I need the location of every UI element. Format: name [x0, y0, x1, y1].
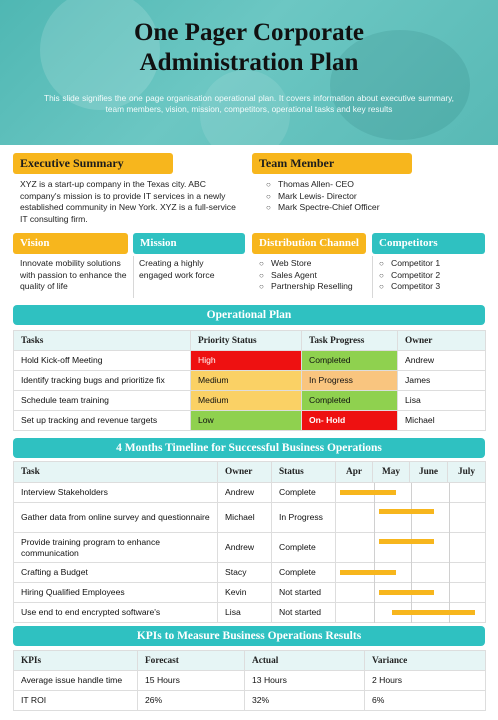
- priority-cell: Medium: [191, 391, 302, 411]
- column-header: Task Progress: [302, 331, 398, 351]
- status-cell: In Progress: [272, 503, 336, 533]
- month-gridline: [449, 533, 450, 563]
- list-item: ○ Thomas Allen- CEO: [266, 179, 476, 191]
- gantt-cell: [336, 503, 486, 533]
- gantt-cell: [336, 533, 486, 563]
- column-header: Owner: [218, 462, 272, 483]
- table-row: [14, 563, 486, 583]
- column-header: Forecast: [138, 651, 245, 671]
- title-line-1: One Pager Corporate: [133, 19, 365, 46]
- operational-plan-title: Operational Plan: [13, 305, 485, 325]
- owner-cell: Kevin: [218, 583, 272, 603]
- gantt-bar: [379, 509, 433, 514]
- table-header-row: [14, 651, 486, 671]
- column-header: Status: [272, 462, 336, 483]
- column-header: Actual: [245, 651, 365, 671]
- actual-cell: 13 Hours: [245, 671, 365, 691]
- owner-cell: Michael: [398, 411, 486, 431]
- executive-summary-label: Executive Summary: [13, 153, 173, 174]
- table-row: [14, 483, 486, 503]
- month-gridline: [411, 533, 412, 563]
- owner-cell: Andrew: [398, 351, 486, 371]
- executive-summary-text: XYZ is a start-up company in the Texas city. ABC company's mission is to provide IT services in a newly established community in New York. XYZ is a full-service IT consulting firm.: [20, 179, 236, 224]
- gantt-cell: [336, 583, 486, 603]
- column-header: Task: [14, 462, 218, 483]
- column-header: Owner: [398, 331, 486, 351]
- task-cell: Use end to end encrypted software's: [14, 603, 218, 623]
- page-description: This slide signifies the one page organisation operational plan. It covers information about executive summary, team members, vision, mission, competitors, operational tasks and key results: [44, 93, 454, 114]
- owner-cell: Andrew: [218, 533, 272, 563]
- actual-cell: 32%: [245, 691, 365, 711]
- list-item: ○ Mark Spectre-Chief Officer: [266, 202, 476, 214]
- owner-cell: Lisa: [218, 603, 272, 623]
- kpi-cell: Average issue handle time: [14, 671, 138, 691]
- column-header: Tasks: [14, 331, 191, 351]
- owner-cell: Lisa: [398, 391, 486, 411]
- task-cell: Provide training program to enhance communication: [14, 533, 218, 563]
- competitors-list: [379, 258, 484, 293]
- forecast-cell: 15 Hours: [138, 671, 245, 691]
- priority-cell: High: [191, 351, 302, 371]
- forecast-cell: 26%: [138, 691, 245, 711]
- month-gridline: [411, 563, 412, 583]
- month-gridline: [374, 533, 375, 563]
- column-header: Priority Status: [191, 331, 302, 351]
- table-row: [14, 371, 486, 391]
- month-gridline: [449, 563, 450, 583]
- list-item: ○ Competitor 2: [379, 270, 484, 282]
- list-item: ○ Competitor 3: [379, 281, 484, 293]
- column-header: KPIs: [14, 651, 138, 671]
- table-row: [14, 583, 486, 603]
- kpi-table: [13, 650, 486, 711]
- task-cell: Set up tracking and revenue targets: [14, 411, 191, 431]
- kpi-title: KPIs to Measure Business Operations Results: [13, 626, 485, 646]
- table-row: [14, 411, 486, 431]
- title-line-2: Administration Plan: [139, 49, 359, 76]
- table-row: [14, 533, 486, 563]
- variance-cell: 2 Hours: [365, 671, 486, 691]
- gantt-bar: [379, 539, 433, 544]
- list-item: ○ Web Store: [259, 258, 369, 270]
- column-header: Variance: [365, 651, 486, 671]
- owner-cell: Michael: [218, 503, 272, 533]
- priority-cell: Medium: [191, 371, 302, 391]
- task-cell: Schedule team training: [14, 391, 191, 411]
- table-row: [14, 691, 486, 711]
- month-header: Apr: [336, 462, 373, 483]
- list-item: ○ Competitor 1: [379, 258, 484, 270]
- distribution-channel-list: [259, 258, 369, 293]
- task-cell: Hold Kick-off Meeting: [14, 351, 191, 371]
- gantt-bar: [340, 490, 396, 495]
- month-header: July: [448, 462, 486, 483]
- owner-cell: Andrew: [218, 483, 272, 503]
- gantt-cell: [336, 603, 486, 623]
- owner-cell: Stacy: [218, 563, 272, 583]
- task-cell: Identify tracking bugs and prioritize fix: [14, 371, 191, 391]
- table-row: [14, 351, 486, 371]
- list-item: ○ Sales Agent: [259, 270, 369, 282]
- competitors-label: Competitors: [372, 233, 485, 254]
- status-cell: Complete: [272, 563, 336, 583]
- operational-plan-table: [13, 330, 486, 431]
- page-title: [0, 18, 498, 78]
- list-item: ○ Mark Lewis- Director: [266, 191, 476, 203]
- task-cell: Crafting a Budget: [14, 563, 218, 583]
- status-cell: Complete: [272, 533, 336, 563]
- month-gridline: [374, 503, 375, 533]
- timeline-title: 4 Months Timeline for Successful Business Operations: [13, 438, 485, 458]
- month-gridline: [449, 483, 450, 503]
- hero-banner: [0, 0, 498, 145]
- status-cell: Not started: [272, 583, 336, 603]
- month-gridline: [411, 483, 412, 503]
- progress-cell: Completed: [302, 391, 398, 411]
- owner-cell: James: [398, 371, 486, 391]
- month-gridline: [449, 503, 450, 533]
- vision-text: Innovate mobility solutions with passion to enhance the quality of life: [20, 258, 127, 291]
- month-header: May: [373, 462, 410, 483]
- mission-label: Mission: [133, 233, 245, 254]
- priority-cell: Low: [191, 411, 302, 431]
- table-header-row: [14, 331, 486, 351]
- month-gridline: [411, 503, 412, 533]
- progress-cell: In Progress: [302, 371, 398, 391]
- progress-cell: On- Hold: [302, 411, 398, 431]
- task-cell: Hiring Qualified Employees: [14, 583, 218, 603]
- table-row: [14, 603, 486, 623]
- team-member-list: [266, 179, 476, 214]
- table-header-row: [14, 462, 486, 483]
- gantt-bar: [379, 590, 433, 595]
- variance-cell: 6%: [365, 691, 486, 711]
- mission-text: Creating a highly engaged work force: [139, 258, 215, 280]
- divider: [133, 256, 134, 298]
- task-cell: Gather data from online survey and questionnaire: [14, 503, 218, 533]
- kpi-cell: IT ROI: [14, 691, 138, 711]
- vision-label: Vision: [13, 233, 128, 254]
- team-member-label: Team Member: [252, 153, 412, 174]
- table-row: [14, 503, 486, 533]
- table-row: [14, 391, 486, 411]
- distribution-channel-label: Distribution Channel: [252, 233, 366, 254]
- gantt-bar: [392, 610, 475, 615]
- timeline-table: [13, 461, 486, 623]
- table-row: [14, 671, 486, 691]
- month-header: June: [410, 462, 448, 483]
- task-cell: Interview Stakeholders: [14, 483, 218, 503]
- gantt-bar: [340, 570, 396, 575]
- month-gridline: [449, 583, 450, 603]
- status-cell: Not started: [272, 603, 336, 623]
- status-cell: Complete: [272, 483, 336, 503]
- month-gridline: [374, 603, 375, 623]
- list-item: ○ Partnership Reselling: [259, 281, 369, 293]
- progress-cell: Completed: [302, 351, 398, 371]
- divider: [372, 256, 373, 298]
- gantt-cell: [336, 563, 486, 583]
- month-gridline: [374, 583, 375, 603]
- gantt-cell: [336, 483, 486, 503]
